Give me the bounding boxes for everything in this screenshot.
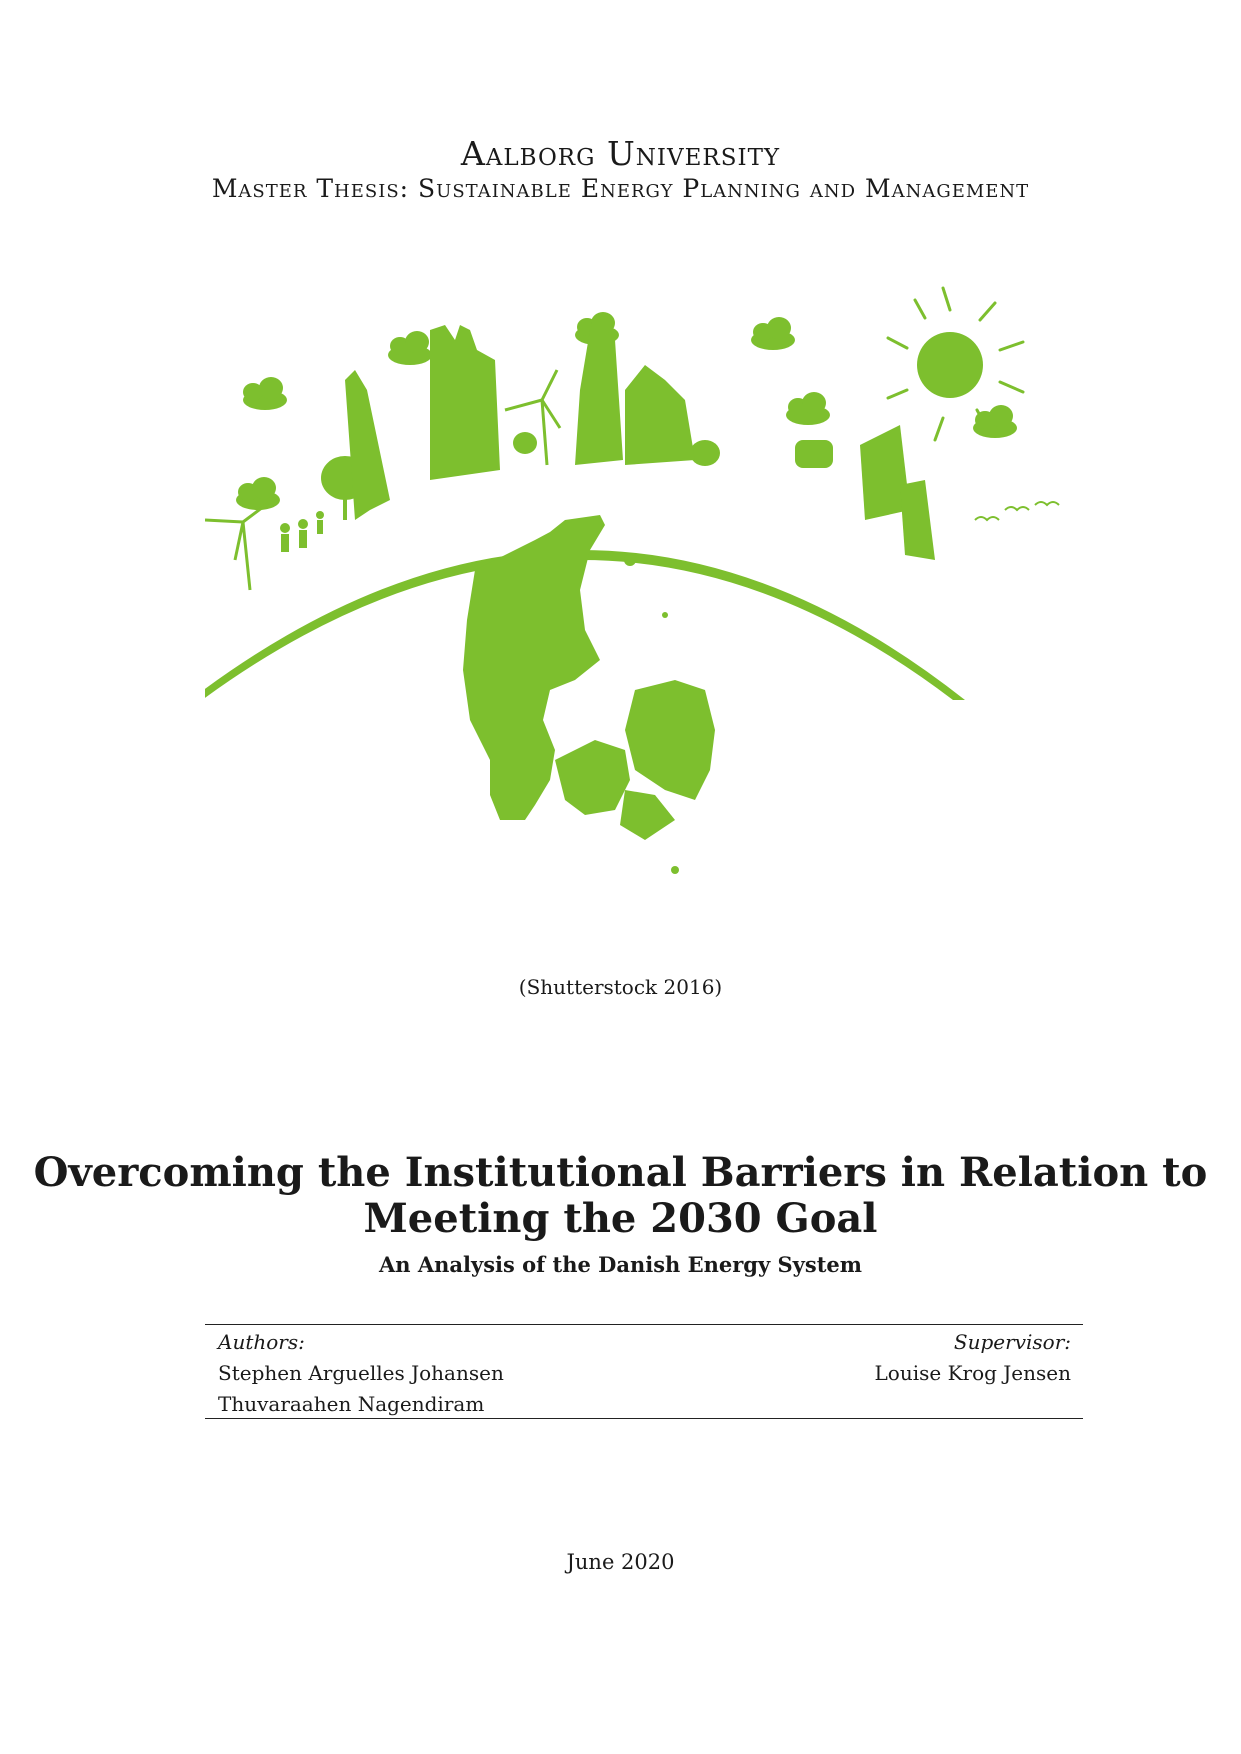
- submission-date: June 2020: [566, 1550, 675, 1574]
- program-name: Master Thesis: Sustainable Energy Planning and Management: [211, 174, 1030, 203]
- road-arc: [205, 550, 965, 700]
- cover-header: [0, 135, 1241, 205]
- building-icon: [625, 365, 695, 465]
- cloud-icon: [973, 405, 1017, 438]
- image-credit: (Shutterstock 2016): [518, 975, 723, 999]
- author-name: Thuvaraahen Nagendiram: [218, 1392, 485, 1416]
- building-icon: [900, 480, 935, 560]
- cover-illustration: [205, 270, 1105, 950]
- author-name: Stephen Arguelles Johansen: [218, 1361, 504, 1385]
- cloud-icon: [786, 392, 830, 425]
- supervisor-label: Supervisor:: [953, 1330, 1071, 1354]
- people-icon: [280, 511, 324, 552]
- birds-icon: [975, 502, 1059, 520]
- tree-icon: [513, 432, 537, 454]
- skyscraper-icon: [430, 325, 500, 480]
- wind-turbine-icon: [205, 498, 275, 590]
- authors-block: [218, 1327, 504, 1420]
- divider-top: [205, 1324, 1083, 1325]
- supervisor-block: [875, 1327, 1071, 1389]
- university-name: Aalborg University: [460, 134, 781, 173]
- tree-icon: [690, 440, 720, 466]
- cloud-icon: [243, 377, 287, 410]
- cloud-icon: [751, 317, 795, 350]
- cloud-icon: [236, 477, 280, 510]
- divider-bottom: [205, 1418, 1083, 1419]
- thesis-title: Overcoming the Institutional Barriers in Relation to Meeting the 2030 Goal: [33, 1149, 1208, 1242]
- cloud-icon: [388, 331, 432, 365]
- authors-label: Authors:: [218, 1330, 305, 1354]
- car-icon: [795, 440, 833, 468]
- supervisor-name: Louise Krog Jensen: [874, 1361, 1071, 1385]
- thesis-subtitle: An Analysis of the Danish Energy System: [379, 1252, 862, 1277]
